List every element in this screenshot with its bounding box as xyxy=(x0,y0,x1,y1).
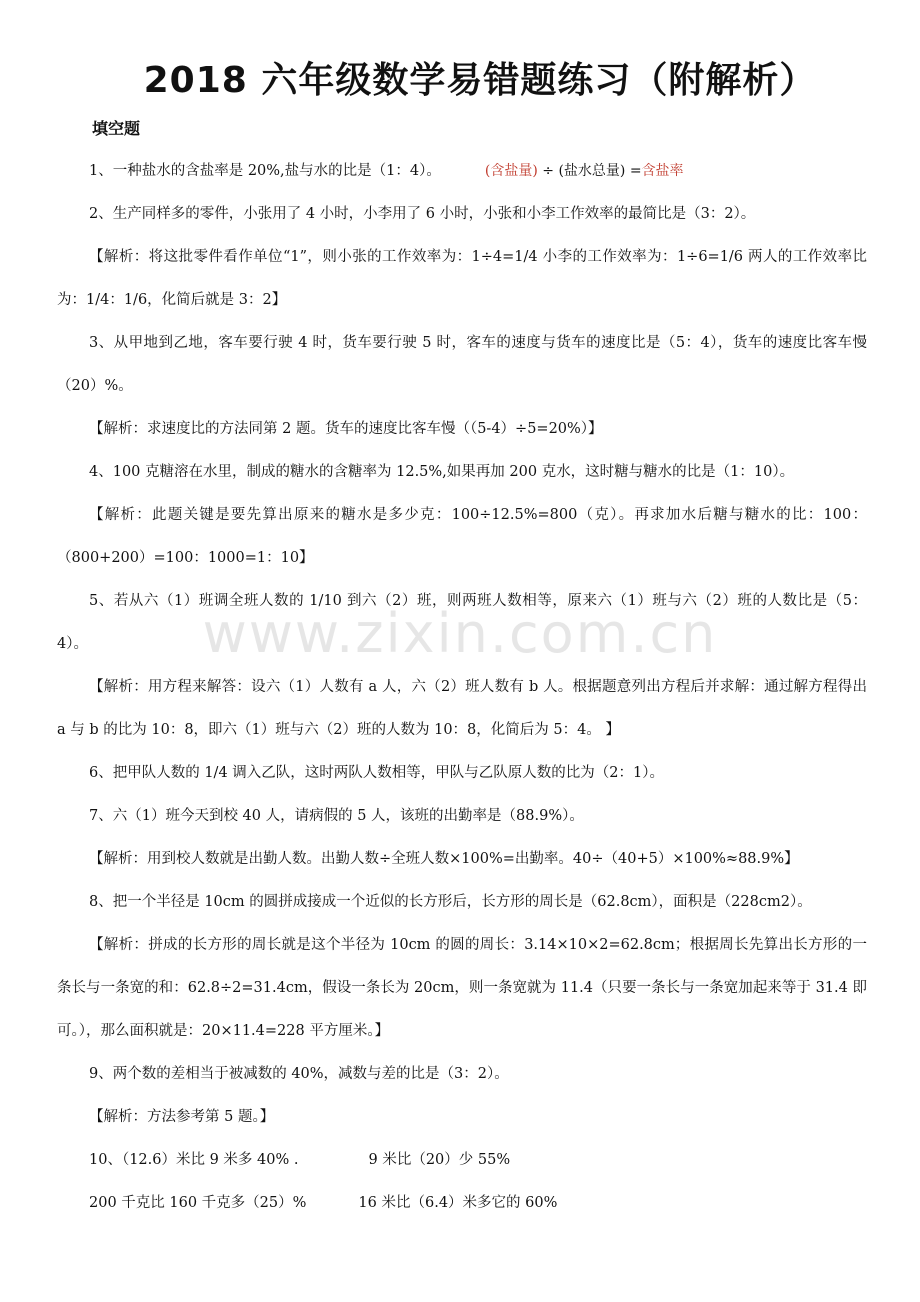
question-9: 9、两个数的差相当于被减数的 40%，减数与差的比是（3：2）。 xyxy=(89,1066,509,1082)
question-1 xyxy=(57,150,867,193)
question-5: 5、若从六（1）班调全班人数的 1/10 到六（2）班，则两班人数相等，原来六（1）班与六（2）班的人数比是（5：4）。 xyxy=(57,593,867,652)
formula-middle: ÷ (盐水总量) = xyxy=(537,163,642,179)
formula-salt-amount: (含盐量) xyxy=(484,163,538,179)
question-7: 7、六（1）班今天到校 40 人，请病假的 5 人，该班的出勤率是（88.9%）。 xyxy=(89,808,584,824)
question-10d: 16 米比（6.4）米多它的 60% xyxy=(358,1195,558,1211)
question-10-row-2 xyxy=(57,1182,867,1225)
question-10b: 9 米比（20）少 55% xyxy=(368,1152,511,1168)
answer-3: 【解析：求速度比的方法同第 2 题。货车的速度比客车慢（（5-4）÷5=20%）】 xyxy=(89,421,603,437)
question-10-row-1 xyxy=(57,1139,867,1182)
formula-salt-rate: 含盐率 xyxy=(641,163,684,179)
document-body xyxy=(57,150,867,1225)
question-10c: 200 千克比 160 千克多（25）% xyxy=(89,1195,307,1211)
question-1-text: 1、一种盐水的含盐率是 20%,盐与水的比是（1：4）。 xyxy=(89,163,441,179)
salt-rate-formula xyxy=(485,163,684,179)
page-title: 2018 六年级数学易错题练习（附解析） xyxy=(143,60,817,101)
watermark: www.zixin.com.cn xyxy=(202,602,718,665)
question-4: 4、100 克糖溶在水里，制成的糖水的含糖率为 12.5%,如果再加 200 克水，这时糖与糖水的比是（1：10）。 xyxy=(89,464,795,480)
question-6: 6、把甲队人数的 1/4 调入乙队，这时两队人数相等，甲队与乙队原人数的比为（2：1）。 xyxy=(89,765,664,781)
answer-4: 【解析：此题关键是要先算出原来的糖水是多少克：100÷12.5%=800（克）。再求加水后糖与糖水的比：100：（800+200）=100：1000=1：10】 xyxy=(57,507,867,566)
answer-5: 【解析：用方程来解答：设六（1）人数有 a 人，六（2）班人数有 b 人。根据题意列出方程后并求解：通过解方程得出 a 与 b 的比为 10：8，即六（1）班与六（2）班的人数为 10：8，化简后为 5：4。 】 xyxy=(57,679,867,738)
answer-7: 【解析：用到校人数就是出勤人数。出勤人数÷全班人数×100%=出勤率。40÷（40+5）×100%≈88.9%】 xyxy=(89,851,799,867)
answer-8: 【解析：拼成的长方形的周长就是这个半径为 10cm 的圆的周长：3.14×10×2=62.8cm；根据周长先算出长方形的一条长与一条宽的和：62.8÷2=31.4cm，假设一条长为 20cm，则一条宽就为 11.4（只要一条长与一条宽加起来等于 31.4 即可。），那么面积就是：20×11.4=228 平方厘米。】 xyxy=(57,937,867,1039)
answer-2: 【解析：将这批零件看作单位“1”，则小张的工作效率为：1÷4=1/4 小李的工作效率为：1÷6=1/6 两人的工作效率比为：1/4：1/6，化简后就是 3：2】 xyxy=(57,249,867,308)
question-3: 3、从甲地到乙地，客车要行驶 4 时，货车要行驶 5 时，客车的速度与货车的速度比是（5：4），货车的速度比客车慢（20）%。 xyxy=(57,335,867,394)
question-8: 8、把一个半径是 10cm 的圆拼成接成一个近似的长方形后，长方形的周长是（62.8cm），面积是（228cm2）。 xyxy=(89,894,812,910)
section-heading: 填空题 xyxy=(92,119,141,138)
question-2: 2、生产同样多的零件，小张用了 4 小时，小李用了 6 小时，小张和小李工作效率的最简比是（3：2）。 xyxy=(89,206,756,222)
question-10a: 10、（12.6）米比 9 米多 40% . xyxy=(89,1152,299,1168)
answer-9: 【解析：方法参考第 5 题。】 xyxy=(89,1109,275,1125)
